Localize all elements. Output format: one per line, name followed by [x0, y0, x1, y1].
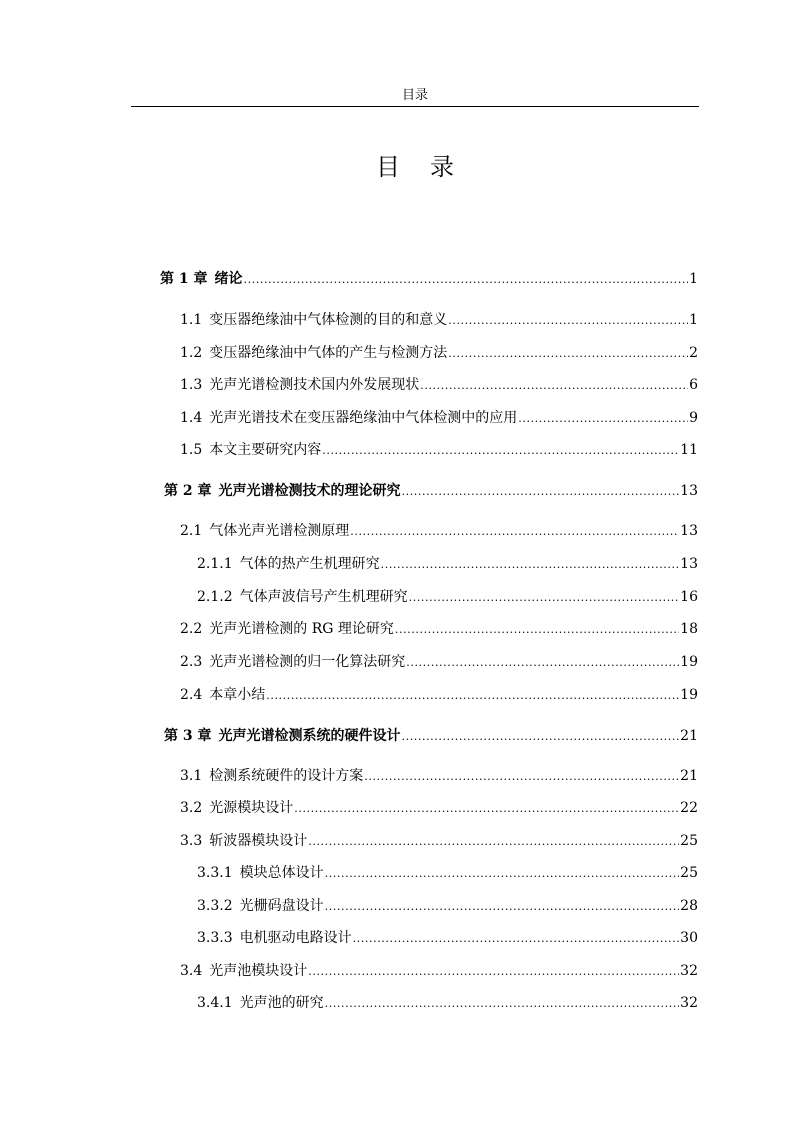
toc-chapter-entry[interactable]: [164, 482, 698, 501]
toc-entry-page: 9: [689, 410, 698, 426]
toc-entry-page: 22: [680, 800, 698, 816]
toc-entry-page: 30: [680, 930, 698, 946]
toc-entry-title: 绪论: [214, 271, 243, 287]
toc-entry-page: 32: [680, 963, 698, 979]
toc-entry-title: 光声光谱检测技术的理论研究: [218, 483, 401, 499]
toc-entry-number: 2.4: [180, 687, 203, 703]
toc-entry-page: 19: [680, 654, 698, 670]
toc-dot-leader: [364, 768, 679, 786]
toc-entry-number: 第 3 章: [164, 728, 212, 744]
toc-entry-title: 光声池的研究: [239, 995, 324, 1011]
toc-section-entry[interactable]: [180, 376, 698, 395]
toc-dot-leader: [325, 865, 680, 883]
toc-entry-page: 18: [680, 621, 698, 637]
toc-dot-leader: [448, 312, 688, 330]
toc-dot-leader: [409, 589, 680, 607]
toc-entry-title: 光栅码盘设计: [239, 898, 324, 914]
toc-entry-title: 斩波器模块设计: [209, 833, 308, 849]
toc-entry-title: 光源模块设计: [209, 800, 294, 816]
toc-dot-leader: [322, 442, 679, 460]
toc-section-entry[interactable]: [180, 767, 698, 786]
toc-dot-leader: [353, 930, 680, 948]
toc-dot-leader: [402, 483, 680, 501]
toc-entry-number: 2.3: [180, 654, 203, 670]
toc-entry-number: 1.1: [180, 312, 203, 328]
toc-entry-title: 气体声波信号产生机理研究: [239, 589, 408, 605]
toc-entry-page: 13: [680, 523, 698, 539]
toc-dot-leader: [518, 410, 688, 428]
toc-dot-leader: [325, 898, 680, 916]
toc-entry-number: 1.3: [180, 377, 203, 393]
toc-entry-number: 3.1: [180, 768, 203, 784]
toc-dot-leader: [308, 833, 679, 851]
toc-dot-leader: [266, 687, 679, 705]
toc-entry-number: 第 1 章: [160, 271, 208, 287]
toc-entry-number: 1.5: [180, 442, 203, 458]
header-rule: [131, 106, 699, 107]
toc-dot-leader: [308, 963, 679, 981]
toc-section-entry[interactable]: [180, 620, 698, 639]
toc-entry-page: 1: [689, 312, 698, 328]
toc-entry-page: 11: [680, 442, 698, 458]
toc-entry-number: 2.1: [180, 523, 203, 539]
toc-entry-number: 3.4.1: [197, 995, 233, 1011]
toc-entry-page: 1: [689, 271, 698, 287]
toc-dot-leader: [381, 556, 680, 574]
toc-section-entry[interactable]: [197, 864, 698, 883]
toc-chapter-entry[interactable]: [160, 270, 698, 289]
toc-entry-title: 气体的热产生机理研究: [239, 556, 380, 572]
toc-section-entry[interactable]: [197, 929, 698, 948]
toc-dot-leader: [325, 995, 680, 1013]
toc-entry-title: 光声光谱检测的 RG 理论研究: [209, 621, 394, 637]
toc-entry-title: 光声池模块设计: [209, 963, 308, 979]
toc-entry-number: 3.4: [180, 963, 203, 979]
toc-dot-leader: [420, 377, 688, 395]
toc-dot-leader: [350, 523, 679, 541]
toc-entry-title: 电机驱动电路设计: [239, 930, 352, 946]
toc-section-entry[interactable]: [197, 994, 698, 1013]
toc-entry-number: 第 2 章: [164, 483, 212, 499]
running-header: 目录: [401, 88, 428, 103]
toc-entry-page: 25: [680, 865, 698, 881]
toc-entry-page: 13: [680, 483, 698, 499]
toc-section-entry[interactable]: [180, 653, 698, 672]
toc-entry-number: 2.1.1: [197, 556, 233, 572]
toc-entry-title: 变压器绝缘油中气体检测的目的和意义: [209, 312, 448, 328]
toc-entry-page: 19: [680, 687, 698, 703]
toc-section-entry[interactable]: [180, 686, 698, 705]
toc-entry-title: 变压器绝缘油中气体的产生与检测方法: [209, 345, 448, 361]
toc-section-entry[interactable]: [180, 409, 698, 428]
toc-section-entry[interactable]: [180, 522, 698, 541]
toc-dot-leader: [402, 728, 680, 746]
toc-entry-number: 2.2: [180, 621, 203, 637]
toc-section-entry[interactable]: [180, 962, 698, 981]
toc-entry-number: 3.3.2: [197, 898, 233, 914]
toc-section-entry[interactable]: [197, 555, 698, 574]
toc-entry-page: 28: [680, 898, 698, 914]
page-title: 目录: [376, 153, 484, 181]
toc-entry-page: 13: [680, 556, 698, 572]
toc-section-entry[interactable]: [180, 799, 698, 818]
toc-dot-leader: [406, 654, 679, 672]
toc-entry-number: 3.3.3: [197, 930, 233, 946]
toc-entry-title: 光声光谱检测系统的硬件设计: [218, 728, 401, 744]
toc-section-entry[interactable]: [180, 832, 698, 851]
toc-entry-number: 3.2: [180, 800, 203, 816]
toc-entry-title: 气体光声光谱检测原理: [209, 523, 350, 539]
toc-entry-page: 32: [680, 995, 698, 1011]
toc-entry-page: 21: [680, 728, 698, 744]
toc-entry-number: 3.3.1: [197, 865, 233, 881]
toc-section-entry[interactable]: [180, 311, 698, 330]
toc-chapter-entry[interactable]: [164, 727, 698, 746]
toc-entry-title: 本文主要研究内容: [209, 442, 322, 458]
toc-entry-page: 16: [680, 589, 698, 605]
toc-entry-number: 3.3: [180, 833, 203, 849]
toc-entry-number: 1.2: [180, 345, 203, 361]
toc-entry-number: 1.4: [180, 410, 203, 426]
toc-entry-page: 25: [680, 833, 698, 849]
toc-entry-page: 6: [689, 377, 698, 393]
toc-section-entry[interactable]: [180, 344, 698, 363]
toc-entry-title: 检测系统硬件的设计方案: [209, 768, 364, 784]
toc-entry-title: 模块总体设计: [239, 865, 324, 881]
toc-entry-number: 2.1.2: [197, 589, 233, 605]
toc-dot-leader: [244, 271, 689, 289]
toc-section-entry[interactable]: [197, 897, 698, 916]
toc-dot-leader: [448, 345, 688, 363]
toc-entry-title: 光声光谱检测的归一化算法研究: [209, 654, 406, 670]
toc-entry-title: 本章小结: [209, 687, 266, 703]
toc-entry-title: 光声光谱检测技术国内外发展现状: [209, 377, 420, 393]
toc-dot-leader: [395, 621, 679, 639]
toc-entry-page: 2: [689, 345, 698, 361]
toc-dot-leader: [294, 800, 679, 818]
toc-section-entry[interactable]: [197, 588, 698, 607]
toc-entry-page: 21: [680, 768, 698, 784]
toc-section-entry[interactable]: [180, 441, 698, 460]
toc-entry-title: 光声光谱技术在变压器绝缘油中气体检测中的应用: [209, 410, 518, 426]
